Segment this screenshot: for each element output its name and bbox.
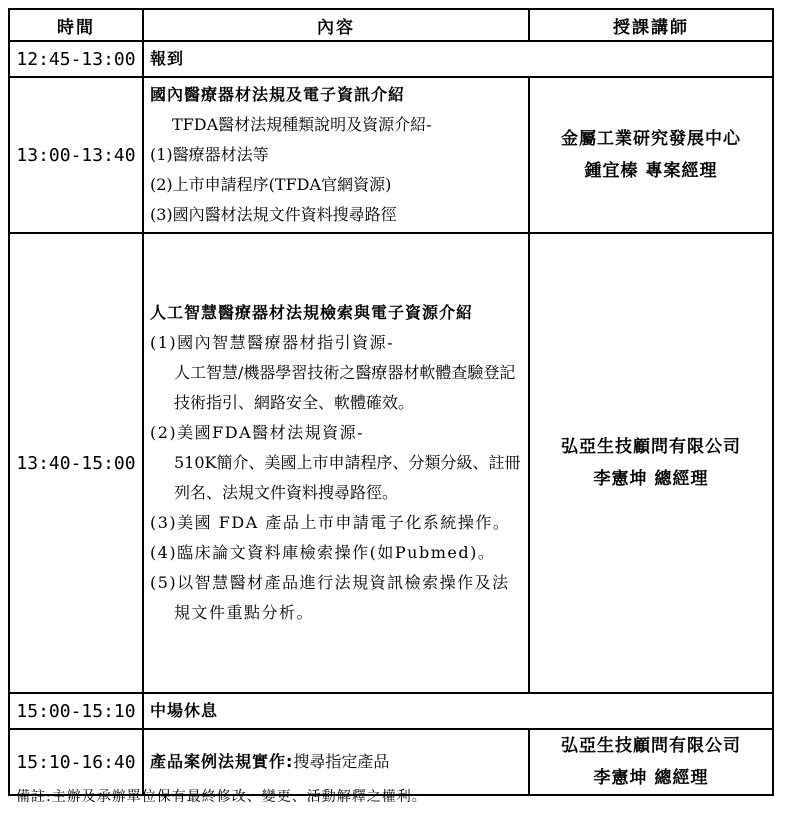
header-time: 時間 xyxy=(9,9,143,41)
schedule-table xyxy=(8,8,774,796)
session-title: 人工智慧醫療器材法規檢索與電子資源介紹 xyxy=(150,303,474,322)
session-title: 國內醫療器材法規及電子資訊介紹 xyxy=(150,85,406,104)
time-cell: 15:00-15:10 xyxy=(9,693,143,729)
time-cell: 12:45-13:00 xyxy=(9,41,143,77)
teacher-cell xyxy=(529,233,773,693)
header-content: 內容 xyxy=(143,9,529,41)
session-title: 中場休息 xyxy=(150,701,219,720)
table-row xyxy=(9,693,773,729)
list-item: (5)以智慧醫材產品進行法規資訊檢索操作及法規文件重點分析。 xyxy=(150,573,510,622)
list-subitem: 510K簡介、美國上市申請程序、分類分級、註冊列名、法規文件資料搜尋路徑。 xyxy=(174,453,521,502)
content-cell xyxy=(143,41,773,77)
session-title-rest: 搜尋指定產品 xyxy=(293,752,390,771)
teacher-name: 鍾宜榛 專案經理 xyxy=(584,161,718,181)
teacher-org: 金屬工業研究發展中心 xyxy=(561,129,741,149)
teacher-org: 弘亞生技顧問有限公司 xyxy=(561,437,741,457)
list-item: (4)臨床論文資料庫檢索操作(如Pubmed)。 xyxy=(150,543,496,562)
list-item: (2)上市申請程序(TFDA官網資源) xyxy=(150,175,392,194)
list-item: (1)國內智慧醫療器材指引資源- xyxy=(150,333,395,352)
list-item: (3)美國 FDA 產品上市申請電子化系統操作。 xyxy=(150,513,511,532)
header-teacher: 授課講師 xyxy=(529,9,773,41)
list-subitem: 人工智慧/機器學習技術之醫療器材軟體查驗登記技術指引、網路安全、軟體確效。 xyxy=(174,363,516,412)
teacher-name: 李憲坤 總經理 xyxy=(593,469,709,489)
list-item: (1)醫療器材法等 xyxy=(150,145,269,164)
time-cell: 13:00-13:40 xyxy=(9,77,143,233)
session-title: 報到 xyxy=(150,49,185,68)
teacher-org: 弘亞生技顧問有限公司 xyxy=(561,736,741,756)
content-cell xyxy=(143,693,773,729)
teacher-name: 李憲坤 總經理 xyxy=(593,768,709,788)
table-row xyxy=(9,41,773,77)
session-title: 產品案例法規實作: xyxy=(150,752,294,771)
session-intro: TFDA醫材法規種類說明及資源介紹- xyxy=(172,115,432,134)
list-item: (2)美國FDA醫材法規資源- xyxy=(150,423,365,442)
time-cell: 15:10-16:40 xyxy=(9,729,143,795)
teacher-cell xyxy=(529,77,773,233)
content-cell xyxy=(143,77,529,233)
footnote: 備註:主辦及承辦單位保有最終修改、變更、活動解釋之權利。 xyxy=(16,789,427,805)
table-row xyxy=(9,77,773,233)
time-cell: 13:40-15:00 xyxy=(9,233,143,693)
list-item: (3)國內醫材法規文件資料搜尋路徑 xyxy=(150,205,397,224)
content-cell xyxy=(143,233,529,693)
table-header-row xyxy=(9,9,773,41)
table-row xyxy=(9,233,773,693)
teacher-cell xyxy=(529,729,773,795)
